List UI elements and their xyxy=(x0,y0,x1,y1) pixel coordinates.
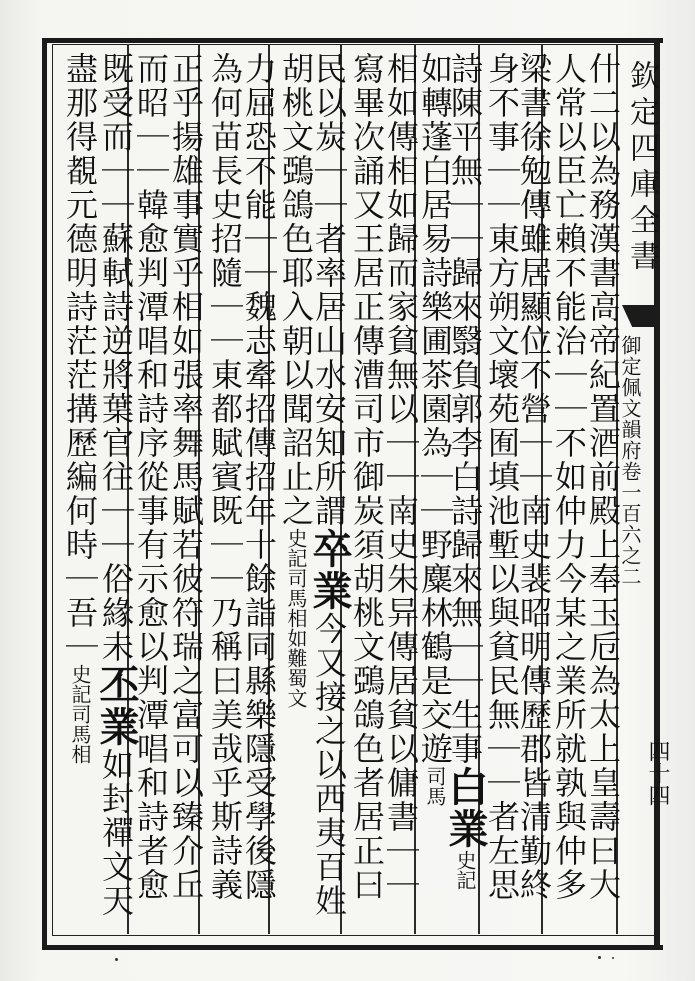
text-column: 正乎揚雄事實乎相如張率舞馬賦若彼符瑞之富可以臻介丘 xyxy=(167,52,205,902)
scan-speck xyxy=(612,957,614,959)
text-column: 為何苗長史招隨｜｜東都賦賓既｜｜乃稱曰美哉乎斯詩義 xyxy=(206,52,244,902)
source-note: 史記司馬相如難蜀文 xyxy=(284,528,308,708)
source-note: 史記 xyxy=(453,850,477,890)
column-text: 既受而｜｜蘇軾詩逆將葉官往｜｜俗緣未 xyxy=(97,52,135,664)
text-column xyxy=(415,52,455,806)
text-column: 什二以為務漢書高帝紀置酒前殿上奉玉卮為太上皇壽曰大 xyxy=(584,52,622,902)
column-text: 今又接之以西夷百姓 xyxy=(310,612,348,918)
text-column: 梁書徐勉傳雖居顯位不營｜｜南史裴昭明傳歷郡皆清勤終 xyxy=(515,52,553,902)
source-note: 史記司馬相 xyxy=(68,664,92,764)
text-column xyxy=(60,52,100,764)
column-text: 胡桃文鵶鴿色耶入朝以聞詔止之 xyxy=(277,52,315,528)
text-column xyxy=(93,52,140,918)
column-text: 詩陳平無｜｜歸來翳負郭李白詩歸來無｜｜生事 xyxy=(446,52,484,766)
text-column: 相如傳相如歸而家貧無以｜｜南史朱异傳居貧以傭書｜｜ xyxy=(382,52,420,902)
text-column: 寫畢次誦又王居正傳漕司市御炭須胡桃文鵶鴿色者居正曰 xyxy=(348,52,386,902)
scan-speck xyxy=(115,958,118,961)
column-text: 如封禪文天 xyxy=(97,748,135,918)
text-column: 而昭｜｜韓愈判潭唱和詩序從事有示愈以判潭唱和詩者愈 xyxy=(132,52,170,902)
scan-speck xyxy=(598,956,601,959)
column-text: 盡那得覩元德明詩茫茫搆歷編何時｜吾｜ xyxy=(61,52,99,664)
page-number: 四十四 xyxy=(645,740,670,806)
entry-headword: 卒業 xyxy=(306,528,353,612)
text-column: 力屈恐不能｜｜魏志牽招傳招年十餘詣同縣樂隱受學後隱 xyxy=(240,52,278,902)
column-text: 如轉蓬白居易詩樂圃茶園為｜｜野麋林鶴是交遊 xyxy=(416,52,454,766)
text-column xyxy=(276,52,316,708)
entry-headword: 白業 xyxy=(442,766,489,850)
entry-headword: 丕業 xyxy=(93,664,140,748)
text-column: 人常以臣亡賴不能治｜｜不如仲力今某之業所就孰與仲多 xyxy=(550,52,588,902)
source-note: 司馬 xyxy=(423,766,447,806)
text-column: 身不事｜｜東方朔文壞苑囿填池塹以與貧民無｜｜者左思 xyxy=(483,52,521,902)
book-title: 欽定四庫全書 xyxy=(624,60,659,276)
volume-label: 御定佩文韻府卷一百六之二 xyxy=(618,335,642,587)
column-text: 民以炭｜｜者率居山水安知所謂 xyxy=(310,52,348,528)
